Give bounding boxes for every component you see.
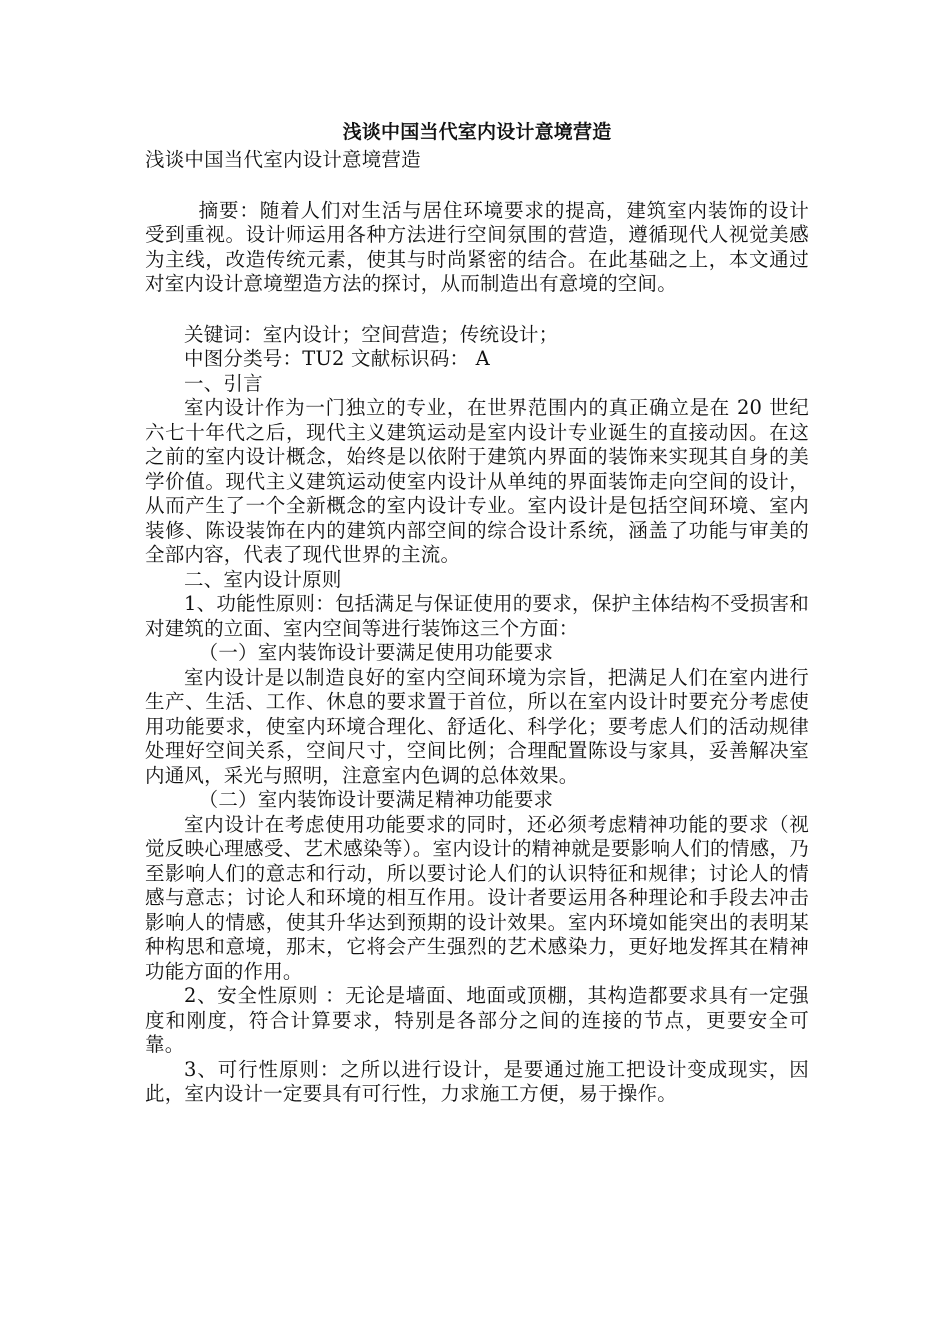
principle-feasibility: 3、可行性原则：之所以进行设计，是要通过施工把设计变成现实，因此，室内设计一定要具有可行性，力求施工方便，易于操作。 [145, 1057, 809, 1105]
spiritual-function-paragraph: 室内设计在考虑使用功能要求的同时，还必须考虑精神功能的要求（视觉反映心理感受、艺术感染等）。室内设计的精神就是要影响人们的情感，乃至影响人们的意志和行动，所以要讨论人们的认识特征和规律；讨论人的情感与意志；讨论人和环境的相互作用。设计者要运用各种理论和手段去冲击影响人的情感，使其升华达到预期的设计效果。室内环境如能突出的表明某种构思和意境，那末，它将会产生强烈的艺术感染力，更好地发挥其在精神功能方面的作用。 [145, 812, 809, 983]
blank-line [145, 173, 809, 199]
principle-functionality: 1、功能性原则：包括满足与保证使用的要求，保护主体结构不受损害和对建筑的立面、室内空间等进行装饰这三个方面： [145, 592, 809, 640]
section-heading-principles: 二、室内设计原则 [184, 567, 342, 591]
document-page [145, 120, 809, 1107]
subsection-heading-spiritual-function: （二）室内装饰设计要满足精神功能要求 [198, 788, 554, 811]
introduction-paragraph: 室内设计作为一门独立的专业，在世界范围内的真正确立是在 20 世纪六七十年代之后，现代主义建筑运动是室内设计专业诞生的直接动因。在这之前的室内设计概念，始终是以依附于建筑内界面的装饰来实现其自身的美学价值。现代主义建筑运动使室内设计从单纯的界面装饰走向空间的设计，从而产生了一个全新概念的室内设计专业。室内设计是包括空间环境、室内装修、陈设装饰在内的建筑内部空间的综合设计系统，涵盖了功能与审美的全部内容，代表了现代世界的主流。 [145, 396, 809, 566]
blank-line [145, 297, 809, 323]
classification-line: 中图分类号：TU2 文献标识码： A [184, 347, 490, 370]
abstract-paragraph: 摘要：随着人们对生活与居住环境要求的提高，建筑室内装饰的设计受到重视。设计师运用各种方法进行空间氛围的营造，遵循现代人视觉美感为主线，改造传统元素，使其与时尚紧密的结合。在此基础之上，本文通过对室内设计意境塑造方法的探讨，从而制造出有意境的空间。 [145, 198, 809, 295]
principle-safety: 2、安全性原则 ：无论是墙面、地面或顶棚，其构造都要求具有一定强度和刚度，符合计算要求，特别是各部分之间的连接的节点，更要安全可靠。 [145, 984, 809, 1056]
subsection-heading-use-function: （一）室内装饰设计要满足使用功能要求 [198, 641, 554, 664]
keywords-line: 关键词：室内设计；空间营造；传统设计； [184, 322, 559, 346]
document-subtitle: 浅谈中国当代室内设计意境营造 [145, 148, 421, 171]
document-title: 浅谈中国当代室内设计意境营造 [342, 121, 612, 143]
use-function-paragraph: 室内设计是以制造良好的室内空间环境为宗旨，把满足人们在室内进行生产、生活、工作、休息的要求置于首位，所以在室内设计时要充分考虑使用功能要求，使室内环境合理化、舒适化、科学化；要考虑人们的活动规律处理好空间关系，空间尺寸，空间比例；合理配置陈设与家具，妥善解决室内通风，采光与照明，注意室内色调的总体效果。 [145, 665, 809, 787]
section-heading-introduction: 一、引言 [184, 371, 263, 395]
